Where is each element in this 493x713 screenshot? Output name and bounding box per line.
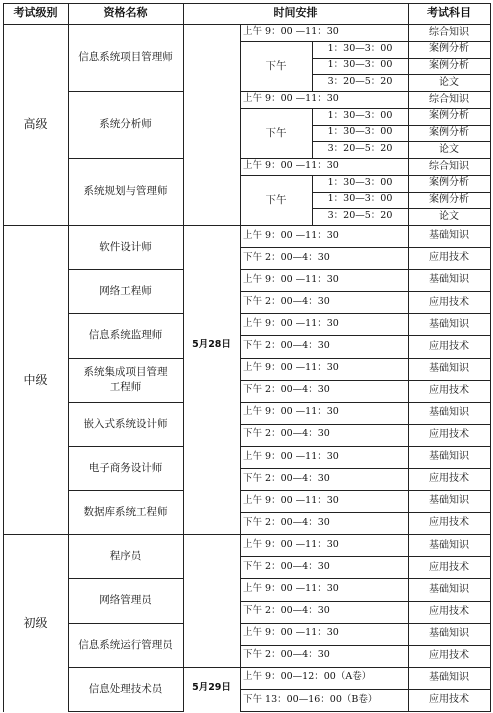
qualification-name: 信息系统项目管理师: [78, 51, 173, 64]
time-afternoon: 下午 2：00—4：30: [243, 384, 330, 396]
qualification-name: 数据库系统工程师: [83, 506, 168, 519]
time-morning: 上午 9：00 —11：30: [243, 273, 339, 285]
subject-paper: 论文: [439, 143, 459, 155]
time-afternoon: 下午 2：00—4：30: [243, 649, 330, 661]
subject-applied: 应用技术: [429, 429, 469, 441]
time-afternoon-second: 3：20—5：20: [327, 210, 393, 222]
time-afternoon-first-alt: 1：30—3：00: [327, 126, 393, 138]
time-afternoon: 下午 2：00—4：30: [243, 340, 330, 352]
time-afternoon: 下午 2：00—4：30: [243, 428, 330, 440]
subject-applied: 应用技术: [429, 384, 469, 396]
time-morning: 上午 9：00 —11：30: [243, 229, 339, 241]
subject-paper: 论文: [439, 210, 459, 222]
time-afternoon-label: 下午: [265, 126, 287, 139]
subject-basic: 基础知识: [429, 627, 469, 639]
time-morning: 上午 9：00 —11：30: [243, 627, 339, 639]
qualification-name: 电子商务设计师: [88, 461, 163, 474]
time-morning: 上午 9：00 —11：30: [243, 494, 339, 506]
level-junior: 初级: [23, 615, 48, 630]
time-morning: 上午 9：00 —11：30: [243, 583, 339, 595]
time-morning: 上午 9：00 —11：30: [243, 362, 339, 374]
time-afternoon-label: 下午: [265, 59, 287, 72]
qualification-name: 嵌入式系统设计师: [83, 417, 168, 430]
qualification-name: 系统规划与管理师: [83, 185, 168, 198]
subject-basic: 基础知识: [429, 274, 469, 286]
qualification-name: 信息处理技术员: [88, 682, 163, 695]
time-afternoon-second: 3：20—5：20: [327, 143, 393, 155]
time-afternoon-first-alt: 1：30—3：00: [327, 59, 393, 71]
subject-applied: 应用技术: [429, 517, 469, 529]
qualification-name: 系统分析师: [99, 118, 152, 131]
time-afternoon-label: 下午: [265, 193, 287, 206]
time-afternoon-first-alt: 1：30—3：00: [327, 193, 393, 205]
time-morning: 上午 9：00—12：00（A卷）: [243, 671, 372, 683]
time-afternoon: 下午 2：00—4：30: [243, 472, 330, 484]
subject-comprehensive: 综合知识: [429, 93, 469, 105]
time-morning: 上午 9：00 —11：30: [243, 317, 339, 329]
qualification-name: 软件设计师: [99, 241, 152, 253]
subject-basic: 基础知识: [429, 362, 469, 374]
time-morning: 上午 9：00 —11：30: [243, 159, 339, 171]
header-subject: 考试科目: [427, 6, 471, 20]
subject-applied: 应用技术: [429, 340, 469, 352]
time-morning: 上午 9：00 —11：30: [243, 538, 339, 550]
qualification-name: 网络工程师: [99, 285, 152, 298]
subject-basic: 基础知识: [429, 539, 469, 551]
subject-case-alt: 案例分析: [429, 194, 469, 206]
subject-basic: 基础知识: [429, 583, 469, 595]
time-morning: 上午 9：00 —11：30: [243, 406, 339, 418]
subject-basic: 基础知识: [429, 495, 469, 507]
time-afternoon-first: 1：30—3：00: [327, 176, 393, 188]
subject-case: 案例分析: [429, 43, 469, 55]
qualification-name: 信息系统运行管理员: [78, 638, 173, 651]
header-level: 考试级别: [13, 6, 58, 20]
subject-basic: 基础知识: [429, 230, 469, 242]
date-may-28: 5月28日: [192, 339, 231, 350]
time-afternoon: 下午 2：00—4：30: [243, 516, 330, 528]
subject-basic: 基础知识: [429, 672, 469, 684]
header-schedule: 时间安排: [273, 6, 318, 20]
header-qualification: 资格名称: [103, 6, 148, 20]
time-afternoon: 下午 2：00—4：30: [243, 251, 330, 263]
subject-comprehensive: 综合知识: [429, 26, 469, 38]
time-morning: 上午 9：00 —11：30: [243, 450, 339, 462]
time-afternoon: 下午 2：00—4：30: [243, 560, 330, 572]
time-afternoon-second: 3：20—5：20: [327, 76, 393, 88]
subject-basic: 基础知识: [429, 407, 469, 418]
subject-case: 案例分析: [429, 177, 469, 189]
subject-applied: 应用技术: [429, 650, 469, 661]
time-afternoon-first: 1：30—3：00: [327, 109, 393, 121]
qualification-name: 系统集成项目管理 工程师: [83, 366, 168, 393]
subject-applied: 应用技术: [429, 694, 469, 706]
level-middle: 中级: [23, 372, 48, 387]
row-rule: [183, 667, 241, 668]
qualification-name: 网络管理员: [99, 594, 152, 607]
subject-case-alt: 案例分析: [429, 60, 469, 72]
subject-case: 案例分析: [429, 110, 469, 122]
time-morning: 上午 9：00 —11：30: [243, 25, 339, 37]
qualification-name: 信息系统监理师: [88, 329, 163, 342]
subject-basic: 基础知识: [429, 451, 469, 463]
subject-basic: 基础知识: [429, 318, 469, 330]
subject-applied: 应用技术: [429, 561, 469, 573]
time-afternoon: 下午 13：00—16：00（B卷）: [243, 693, 378, 705]
row-rule: [68, 711, 184, 712]
subject-applied: 应用技术: [429, 473, 469, 485]
row-rule: [240, 711, 491, 712]
qualification-name: 程序员: [109, 550, 142, 563]
time-afternoon: 下午 2：00—4：30: [243, 605, 330, 617]
subject-comprehensive: 综合知识: [429, 160, 469, 172]
subject-applied: 应用技术: [429, 605, 469, 617]
time-morning: 上午 9：00 —11：30: [243, 92, 339, 104]
time-afternoon: 下午 2：00—4：30: [243, 295, 330, 307]
subject-applied: 应用技术: [429, 252, 469, 264]
date-may-29: 5月29日: [192, 682, 231, 694]
subject-paper: 论文: [439, 76, 459, 88]
subject-case-alt: 案例分析: [429, 127, 469, 139]
level-senior: 高级: [23, 117, 48, 132]
subject-applied: 应用技术: [429, 296, 469, 308]
time-afternoon-first: 1：30—3：00: [327, 42, 393, 54]
